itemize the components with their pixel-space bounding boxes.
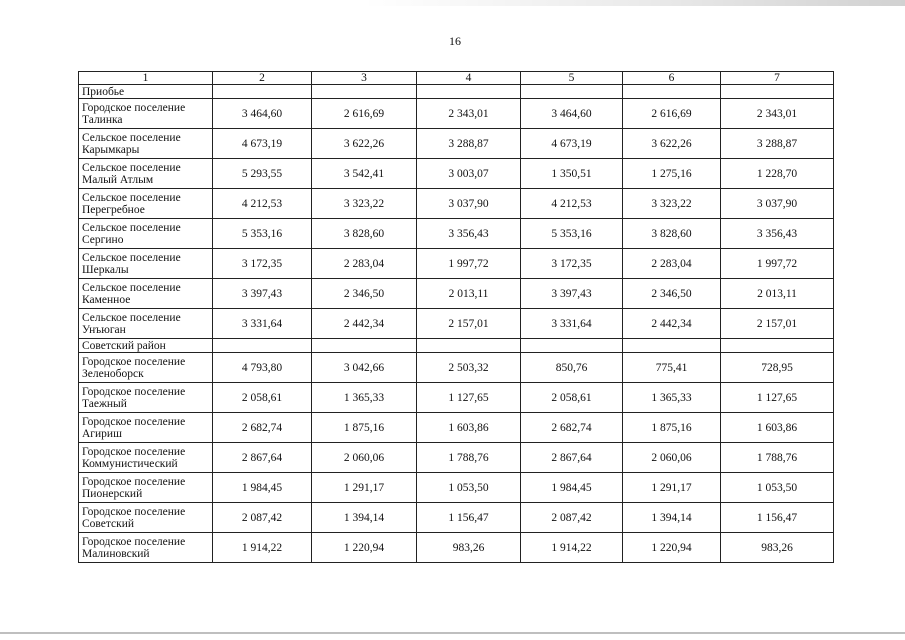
value-cell: 3 397,43 xyxy=(213,279,312,309)
empty-cell xyxy=(721,339,834,353)
page-number: 16 xyxy=(449,34,461,48)
data-table xyxy=(78,71,834,563)
value-cell: 2 616,69 xyxy=(312,99,417,129)
value-cell: 1 603,86 xyxy=(721,413,834,443)
value-cell: 2 157,01 xyxy=(417,309,521,339)
value-cell: 2 682,74 xyxy=(213,413,312,443)
value-cell: 1 291,17 xyxy=(312,473,417,503)
settlement-type: Сельское поселение xyxy=(82,221,181,234)
value-cell: 2 503,32 xyxy=(417,353,521,383)
value-cell: 4 673,19 xyxy=(521,129,623,159)
value-cell: 2 442,34 xyxy=(312,309,417,339)
value-cell: 775,41 xyxy=(623,353,721,383)
value-cell: 3 288,87 xyxy=(417,129,521,159)
value-cell: 3 172,35 xyxy=(521,249,623,279)
value-cell: 2 343,01 xyxy=(721,99,834,129)
value-cell: 1 220,94 xyxy=(312,533,417,563)
settlement-name-cell xyxy=(79,159,213,189)
settlement-type: Сельское поселение xyxy=(82,161,181,174)
value-cell: 2 616,69 xyxy=(623,99,721,129)
value-cell: 3 828,60 xyxy=(623,219,721,249)
settlement-type: Сельское поселение xyxy=(82,191,181,204)
settlement-name: Талинка xyxy=(82,113,123,126)
table-row xyxy=(79,189,834,219)
section-row xyxy=(79,85,834,99)
value-cell: 1 984,45 xyxy=(213,473,312,503)
settlement-name: Советский xyxy=(82,517,135,530)
value-cell: 1 914,22 xyxy=(521,533,623,563)
settlement-name-cell xyxy=(79,353,213,383)
settlement-name: Малиновский xyxy=(82,547,150,560)
value-cell: 2 867,64 xyxy=(213,443,312,473)
settlement-type: Городское поселение xyxy=(82,505,186,518)
table-body xyxy=(79,72,834,563)
value-cell: 3 356,43 xyxy=(417,219,521,249)
value-cell: 1 365,33 xyxy=(623,383,721,413)
table-row xyxy=(79,353,834,383)
value-cell: 2 283,04 xyxy=(312,249,417,279)
settlement-name-cell xyxy=(79,503,213,533)
value-cell: 2 013,11 xyxy=(721,279,834,309)
value-cell: 3 356,43 xyxy=(721,219,834,249)
table-row xyxy=(79,443,834,473)
value-cell: 3 042,66 xyxy=(312,353,417,383)
value-cell: 1 291,17 xyxy=(623,473,721,503)
value-cell: 1 127,65 xyxy=(417,383,521,413)
value-cell: 3 828,60 xyxy=(312,219,417,249)
value-cell: 983,26 xyxy=(417,533,521,563)
value-cell: 3 037,90 xyxy=(417,189,521,219)
section-title: Приобье xyxy=(79,85,213,99)
table-row xyxy=(79,279,834,309)
value-cell: 2 060,06 xyxy=(623,443,721,473)
value-cell: 2 346,50 xyxy=(312,279,417,309)
empty-cell xyxy=(521,339,623,353)
value-cell: 2 013,11 xyxy=(417,279,521,309)
value-cell: 2 283,04 xyxy=(623,249,721,279)
section-title: Советский район xyxy=(79,339,213,353)
settlement-name: Карымкары xyxy=(82,143,140,156)
value-cell: 2 087,42 xyxy=(213,503,312,533)
settlement-name-cell xyxy=(79,129,213,159)
value-cell: 1 603,86 xyxy=(417,413,521,443)
value-cell: 1 220,94 xyxy=(623,533,721,563)
settlement-type: Городское поселение xyxy=(82,385,186,398)
settlement-name-cell xyxy=(79,189,213,219)
value-cell: 3 037,90 xyxy=(721,189,834,219)
value-cell: 3 542,41 xyxy=(312,159,417,189)
column-header: 3 xyxy=(312,72,417,85)
column-header: 7 xyxy=(721,72,834,85)
empty-cell xyxy=(312,85,417,99)
value-cell: 2 867,64 xyxy=(521,443,623,473)
value-cell: 1 984,45 xyxy=(521,473,623,503)
value-cell: 3 288,87 xyxy=(721,129,834,159)
settlement-name: Пионерский xyxy=(82,487,143,500)
settlement-name-cell xyxy=(79,413,213,443)
value-cell: 2 682,74 xyxy=(521,413,623,443)
value-cell: 728,95 xyxy=(721,353,834,383)
value-cell: 1 394,14 xyxy=(312,503,417,533)
settlement-name: Малый Атлым xyxy=(82,173,154,186)
settlement-name-cell xyxy=(79,309,213,339)
value-cell: 1 914,22 xyxy=(213,533,312,563)
settlement-name-cell xyxy=(79,249,213,279)
scan-edge-top xyxy=(0,0,905,6)
value-cell: 3 331,64 xyxy=(521,309,623,339)
column-header: 5 xyxy=(521,72,623,85)
value-cell: 1 997,72 xyxy=(721,249,834,279)
value-cell: 2 346,50 xyxy=(623,279,721,309)
settlement-type: Городское поселение xyxy=(82,535,186,548)
column-header: 1 xyxy=(79,72,213,85)
value-cell: 1 127,65 xyxy=(721,383,834,413)
value-cell: 1 875,16 xyxy=(312,413,417,443)
value-cell: 1 365,33 xyxy=(312,383,417,413)
settlement-name-cell xyxy=(79,383,213,413)
value-cell: 4 212,53 xyxy=(213,189,312,219)
empty-cell xyxy=(213,339,312,353)
settlement-type: Сельское поселение xyxy=(82,251,181,264)
value-cell: 1 788,76 xyxy=(721,443,834,473)
settlement-name: Сергино xyxy=(82,233,124,246)
value-cell: 5 293,55 xyxy=(213,159,312,189)
value-cell: 983,26 xyxy=(721,533,834,563)
value-cell: 2 058,61 xyxy=(521,383,623,413)
value-cell: 1 156,47 xyxy=(721,503,834,533)
settlement-name-cell xyxy=(79,219,213,249)
settlement-type: Сельское поселение xyxy=(82,281,181,294)
settlement-type: Городское поселение xyxy=(82,415,186,428)
value-cell: 1 875,16 xyxy=(623,413,721,443)
settlement-name: Агириш xyxy=(82,427,122,440)
value-cell: 3 622,26 xyxy=(312,129,417,159)
value-cell: 1 156,47 xyxy=(417,503,521,533)
table-row xyxy=(79,159,834,189)
empty-cell xyxy=(623,339,721,353)
value-cell: 850,76 xyxy=(521,353,623,383)
table-row xyxy=(79,473,834,503)
value-cell: 4 212,53 xyxy=(521,189,623,219)
empty-cell xyxy=(417,85,521,99)
table-row xyxy=(79,249,834,279)
column-header: 6 xyxy=(623,72,721,85)
value-cell: 1 053,50 xyxy=(721,473,834,503)
settlement-name: Каменное xyxy=(82,293,131,306)
value-cell: 4 673,19 xyxy=(213,129,312,159)
settlement-name-cell xyxy=(79,279,213,309)
value-cell: 1 350,51 xyxy=(521,159,623,189)
settlement-type: Городское поселение xyxy=(82,355,186,368)
value-cell: 5 353,16 xyxy=(213,219,312,249)
value-cell: 2 157,01 xyxy=(721,309,834,339)
value-cell: 1 228,70 xyxy=(721,159,834,189)
table-row xyxy=(79,99,834,129)
value-cell: 3 464,60 xyxy=(521,99,623,129)
settlement-name-cell xyxy=(79,533,213,563)
settlement-name: Унъюган xyxy=(82,323,126,336)
settlement-type: Городское поселение xyxy=(82,475,186,488)
value-cell: 2 060,06 xyxy=(312,443,417,473)
settlement-type: Сельское поселение xyxy=(82,131,181,144)
value-cell: 3 464,60 xyxy=(213,99,312,129)
value-cell: 3 172,35 xyxy=(213,249,312,279)
table-row xyxy=(79,129,834,159)
column-header: 2 xyxy=(213,72,312,85)
empty-cell xyxy=(312,339,417,353)
scan-edge-bottom xyxy=(0,632,905,634)
value-cell: 3 323,22 xyxy=(623,189,721,219)
settlement-name: Коммунистический xyxy=(82,457,178,470)
value-cell: 3 331,64 xyxy=(213,309,312,339)
settlement-name: Шеркалы xyxy=(82,263,129,276)
settlement-name: Зеленоборск xyxy=(82,367,144,380)
table-row xyxy=(79,219,834,249)
value-cell: 3 003,07 xyxy=(417,159,521,189)
settlement-type: Сельское поселение xyxy=(82,311,181,324)
value-cell: 2 087,42 xyxy=(521,503,623,533)
value-cell: 5 353,16 xyxy=(521,219,623,249)
settlement-name-cell xyxy=(79,99,213,129)
settlement-name: Перегребное xyxy=(82,203,145,216)
empty-cell xyxy=(213,85,312,99)
section-row xyxy=(79,339,834,353)
empty-cell xyxy=(721,85,834,99)
value-cell: 1 997,72 xyxy=(417,249,521,279)
table-row xyxy=(79,533,834,563)
settlement-name-cell xyxy=(79,473,213,503)
empty-cell xyxy=(417,339,521,353)
value-cell: 4 793,80 xyxy=(213,353,312,383)
value-cell: 1 394,14 xyxy=(623,503,721,533)
value-cell: 1 053,50 xyxy=(417,473,521,503)
table-row xyxy=(79,413,834,443)
settlement-name: Таежный xyxy=(82,397,127,410)
value-cell: 2 442,34 xyxy=(623,309,721,339)
empty-cell xyxy=(521,85,623,99)
column-header: 4 xyxy=(417,72,521,85)
value-cell: 2 058,61 xyxy=(213,383,312,413)
column-number-row xyxy=(79,72,834,85)
empty-cell xyxy=(623,85,721,99)
value-cell: 3 323,22 xyxy=(312,189,417,219)
value-cell: 3 397,43 xyxy=(521,279,623,309)
value-cell: 2 343,01 xyxy=(417,99,521,129)
settlement-name-cell xyxy=(79,443,213,473)
value-cell: 1 275,16 xyxy=(623,159,721,189)
table-row xyxy=(79,383,834,413)
value-cell: 1 788,76 xyxy=(417,443,521,473)
table-row xyxy=(79,309,834,339)
settlement-type: Городское поселение xyxy=(82,101,186,114)
settlement-type: Городское поселение xyxy=(82,445,186,458)
value-cell: 3 622,26 xyxy=(623,129,721,159)
table-row xyxy=(79,503,834,533)
